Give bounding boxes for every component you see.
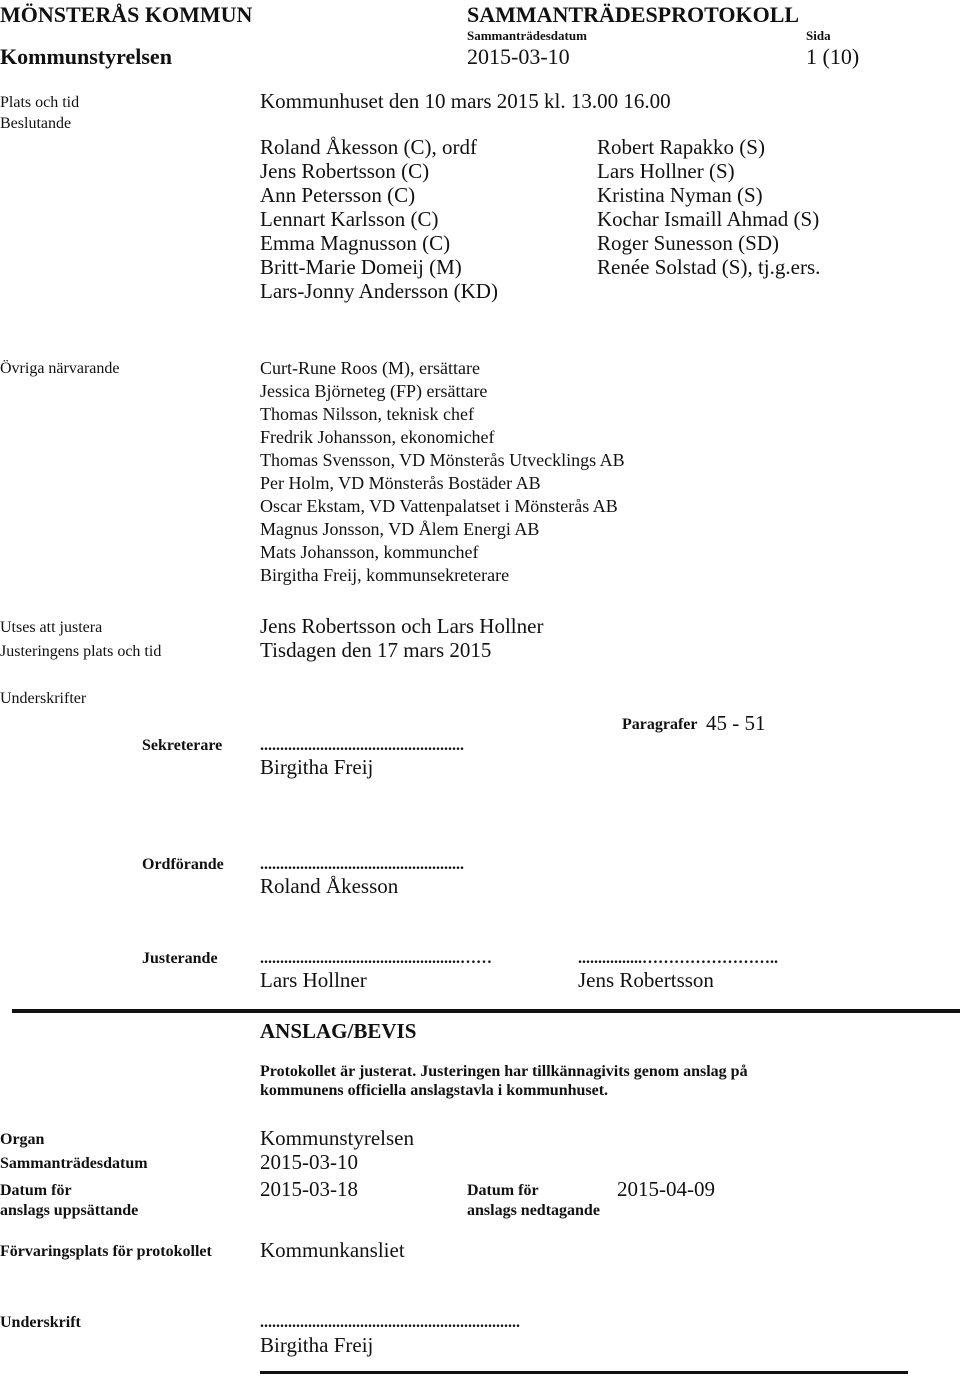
removal-date-value: 2015-04-09: [617, 1177, 715, 1201]
place-label: Plats och tid: [0, 94, 80, 111]
notice-meeting-date-label: Sammanträdesdatum: [0, 1155, 148, 1172]
member-name: Kristina Nyman (S): [597, 183, 763, 207]
member-name: Roger Sunesson (SD): [597, 231, 779, 255]
member-name: Lars-Jonny Andersson (KD): [260, 279, 498, 303]
page-number: 1 (10): [806, 44, 860, 69]
adjusters-appointed-label: Utses att justera: [0, 619, 103, 636]
member-name: Emma Magnusson (C): [260, 231, 451, 255]
decision-makers-right: [597, 135, 820, 279]
member-name: Roland Åkesson (C), ordf: [260, 135, 477, 159]
storage-value: Kommunkansliet: [260, 1238, 405, 1262]
signature-name: Birgitha Freij: [260, 1333, 374, 1357]
attendee: Thomas Svensson, VD Mönsterås Utvecklings AB: [260, 450, 625, 470]
adjusters-label: Justerande: [142, 950, 218, 967]
member-name: Britt-Marie Domeij (M): [260, 255, 462, 279]
attendee: Per Holm, VD Mönsterås Bostäder AB: [260, 473, 541, 493]
member-name: Kochar Ismaill Ahmad (S): [597, 207, 820, 231]
place-value: Kommunhuset den 10 mars 2015 kl. 13.00 16.00: [260, 89, 671, 113]
signature-line: .................................................................: [260, 1314, 520, 1331]
member-name: Ann Petersson (C): [260, 183, 416, 207]
adjuster2-name: Jens Robertsson: [578, 968, 714, 992]
attendee: Jessica Björneteg (FP) ersättare: [260, 381, 488, 401]
member-name: Renée Solstad (S), tj.g.ers.: [597, 255, 821, 279]
attendee: Oscar Ekstam, VD Vattenpalatset i Mönsterås AB: [260, 496, 618, 516]
decision-makers-label: Beslutande: [0, 115, 72, 132]
adjusters-appointed-value: Jens Robertsson och Lars Hollner: [260, 614, 544, 638]
decision-makers-left: [260, 135, 498, 303]
posting-date-label-2: anslags uppsättande: [0, 1202, 139, 1219]
member-name: Robert Rapakko (S): [597, 135, 765, 159]
attendee: Thomas Nilsson, teknisk chef: [260, 404, 474, 424]
adjuster1-signature-line: ..................................................……: [260, 950, 492, 967]
attendee: Birgitha Freij, kommunsekreterare: [260, 565, 510, 585]
secretary-signature-line: ...................................................: [260, 737, 464, 754]
member-name: Lars Hollner (S): [597, 159, 735, 183]
meeting-date-label: Sammanträdesdatum: [467, 28, 587, 43]
others-present-list: [260, 357, 625, 587]
organ-label: Organ: [0, 1131, 45, 1148]
section-divider: [12, 1009, 960, 1013]
document-type: SAMMANTRÄDESPROTOKOLL: [467, 2, 800, 27]
paragraphs-label: Paragrafer: [622, 716, 698, 733]
removal-date-label-2: anslags nedtagande: [467, 1202, 600, 1219]
chair-signature-line: ...................................................: [260, 856, 464, 873]
member-name: Jens Robertsson (C): [260, 159, 430, 183]
adjuster1-name: Lars Hollner: [260, 968, 367, 992]
notice-text-line2: kommunens officiella anslagstavla i kommunhuset.: [260, 1082, 609, 1099]
adjustment-place-label: Justeringens plats och tid: [0, 643, 162, 660]
attendee: Curt-Rune Roos (M), ersättare: [260, 358, 480, 378]
notice-meeting-date-value: 2015-03-10: [260, 1150, 358, 1174]
paragraphs-value: 45 - 51: [706, 711, 766, 735]
removal-date-label-1: Datum för: [467, 1182, 539, 1199]
notice-text-line1: Protokollet är justerat. Justeringen har tillkännagivits genom anslag på: [260, 1063, 748, 1080]
posting-date-label-1: Datum för: [0, 1182, 72, 1199]
posting-date-value: 2015-03-18: [260, 1177, 358, 1201]
municipality-name: MÖNSTERÅS KOMMUN: [0, 2, 253, 27]
others-present-label: Övriga närvarande: [0, 360, 120, 377]
secretary-name: Birgitha Freij: [260, 755, 374, 779]
page-label: Sida: [806, 28, 831, 43]
signatures-label: Underskrifter: [0, 690, 87, 707]
board-name: Kommunstyrelsen: [0, 44, 172, 69]
chair-label: Ordförande: [142, 856, 224, 873]
attendee: Fredrik Johansson, ekonomichef: [260, 427, 495, 447]
chair-name: Roland Åkesson: [260, 874, 399, 898]
adjustment-place-value: Tisdagen den 17 mars 2015: [260, 638, 492, 662]
signature-label: Underskrift: [0, 1314, 81, 1331]
meeting-date: 2015-03-10: [467, 44, 570, 69]
bottom-rule: [260, 1371, 908, 1374]
member-name: Lennart Karlsson (C): [260, 207, 439, 231]
attendee: Magnus Jonsson, VD Ålem Energi AB: [260, 519, 540, 539]
secretary-label: Sekreterare: [142, 737, 223, 754]
notice-title: ANSLAG/BEVIS: [260, 1019, 417, 1043]
organ-value: Kommunstyrelsen: [260, 1126, 414, 1150]
storage-label: Förvaringsplats för protokollet: [0, 1243, 212, 1260]
attendee: Mats Johansson, kommunchef: [260, 542, 479, 562]
adjuster2-signature-line: ................……………………..: [578, 950, 778, 967]
